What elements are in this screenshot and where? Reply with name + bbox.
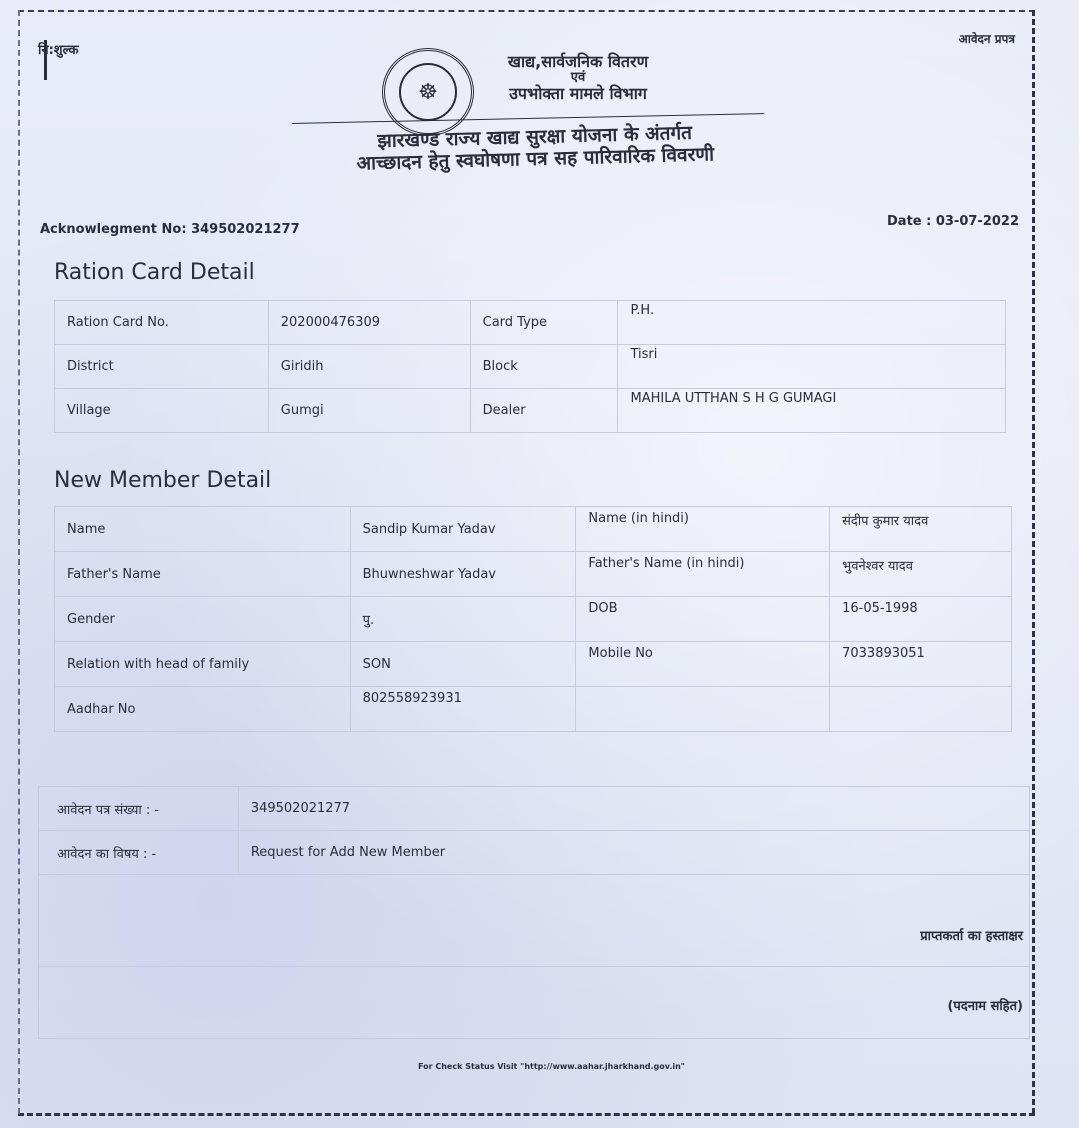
new-member-section-title: New Member Detail <box>54 468 272 493</box>
table-row <box>55 345 1006 389</box>
cell-label: Mobile No <box>576 642 830 687</box>
fee-label: नि:शुल्क <box>38 43 79 58</box>
cell-value: 16-05-1998 <box>830 597 1012 642</box>
dashed-border-right <box>1032 10 1035 1114</box>
table-row <box>55 642 1012 687</box>
table-row <box>39 875 1030 967</box>
document-heading <box>300 120 771 176</box>
ration-card-table <box>54 300 1006 433</box>
designation-label: (पदनाम सहित) <box>947 999 1023 1014</box>
heading-line-1: झारखण्ड राज्य खाद्य सुरक्षा योजना के अंतर्गत <box>377 121 693 153</box>
cell-label: Card Type <box>470 301 618 345</box>
cell-value: MAHILA UTTHAN S H G GUMAGI <box>618 389 1006 433</box>
state-emblem-icon <box>382 48 474 136</box>
cell-label: Name (in hindi) <box>576 507 830 552</box>
table-row <box>39 831 1030 875</box>
cell-value: Sandip Kumar Yadav <box>350 507 576 552</box>
dashed-border-bottom <box>18 1113 1035 1116</box>
dashed-border-left <box>18 10 20 1114</box>
table-row <box>39 787 1030 831</box>
cell-value: Gumgi <box>268 389 470 433</box>
heading-line-2: आच्छादन हेतु स्वघोषणा पत्र सह पारिवारिक विवरणी <box>356 143 715 175</box>
cell-label: Relation with head of family <box>55 642 351 687</box>
table-row <box>55 552 1012 597</box>
department-line-1: खाद्य,सार्वजनिक वितरण <box>507 52 649 71</box>
cell-label: Block <box>470 345 618 389</box>
table-row <box>55 389 1006 433</box>
cell-value: P.H. <box>618 301 1006 345</box>
cell-empty <box>830 687 1012 732</box>
document-date: Date : 03-07-2022 <box>887 214 1019 229</box>
cell-value: SON <box>350 642 576 687</box>
department-line-2: एवं <box>570 70 586 85</box>
new-member-table <box>54 506 1012 732</box>
cell-label: District <box>55 345 269 389</box>
form-label: आवेदन प्रपत्र <box>958 32 1015 46</box>
table-row <box>55 301 1006 345</box>
ration-card-section-title: Ration Card Detail <box>54 260 255 285</box>
cell-empty <box>576 687 830 732</box>
cell-value: संदीप कुमार यादव <box>830 507 1012 552</box>
cell-label: Village <box>55 389 269 433</box>
signature-area <box>39 875 1030 967</box>
application-number-value: 349502021277 <box>238 787 1029 831</box>
application-subject-value: Request for Add New Member <box>238 831 1029 875</box>
cell-value: Tisri <box>618 345 1006 389</box>
department-name <box>478 52 678 103</box>
table-row <box>39 967 1030 1039</box>
application-number-label: आवेदन पत्र संख्या : - <box>39 787 239 831</box>
table-row <box>55 597 1012 642</box>
recipient-signature-label: प्राप्तकर्ता का हस्ताक्षर <box>920 929 1023 944</box>
cell-value: 7033893051 <box>830 642 1012 687</box>
cell-value: पु. <box>350 597 576 642</box>
cell-label: Ration Card No. <box>55 301 269 345</box>
cell-label: DOB <box>576 597 830 642</box>
cell-value: Bhuwneshwar Yadav <box>350 552 576 597</box>
cell-value: 202000476309 <box>268 301 470 345</box>
cell-value: भुवनेश्वर यादव <box>830 552 1012 597</box>
emblem-center-icon: ☸ <box>399 63 457 121</box>
designation-area <box>39 967 1030 1039</box>
dashed-border-top <box>18 10 1035 12</box>
cell-label: Name <box>55 507 351 552</box>
status-url-footer: For Check Status Visit "http://www.aahar.jharkhand.gov.in" <box>418 1062 685 1071</box>
cell-value: Giridih <box>268 345 470 389</box>
cell-label: Father's Name <box>55 552 351 597</box>
table-row <box>55 687 1012 732</box>
cell-label: Father's Name (in hindi) <box>576 552 830 597</box>
table-row <box>55 507 1012 552</box>
department-line-3: उपभोक्ता मामले विभाग <box>509 84 647 103</box>
application-subject-label: आवेदन का विषय : - <box>39 831 239 875</box>
cell-label: Dealer <box>470 389 618 433</box>
application-table <box>38 786 1030 1039</box>
cell-label: Aadhar No <box>55 687 351 732</box>
cell-label: Gender <box>55 597 351 642</box>
cell-value: 802558923931 <box>350 687 576 732</box>
acknowledgment-number: Acknowlegment No: 349502021277 <box>40 222 300 237</box>
